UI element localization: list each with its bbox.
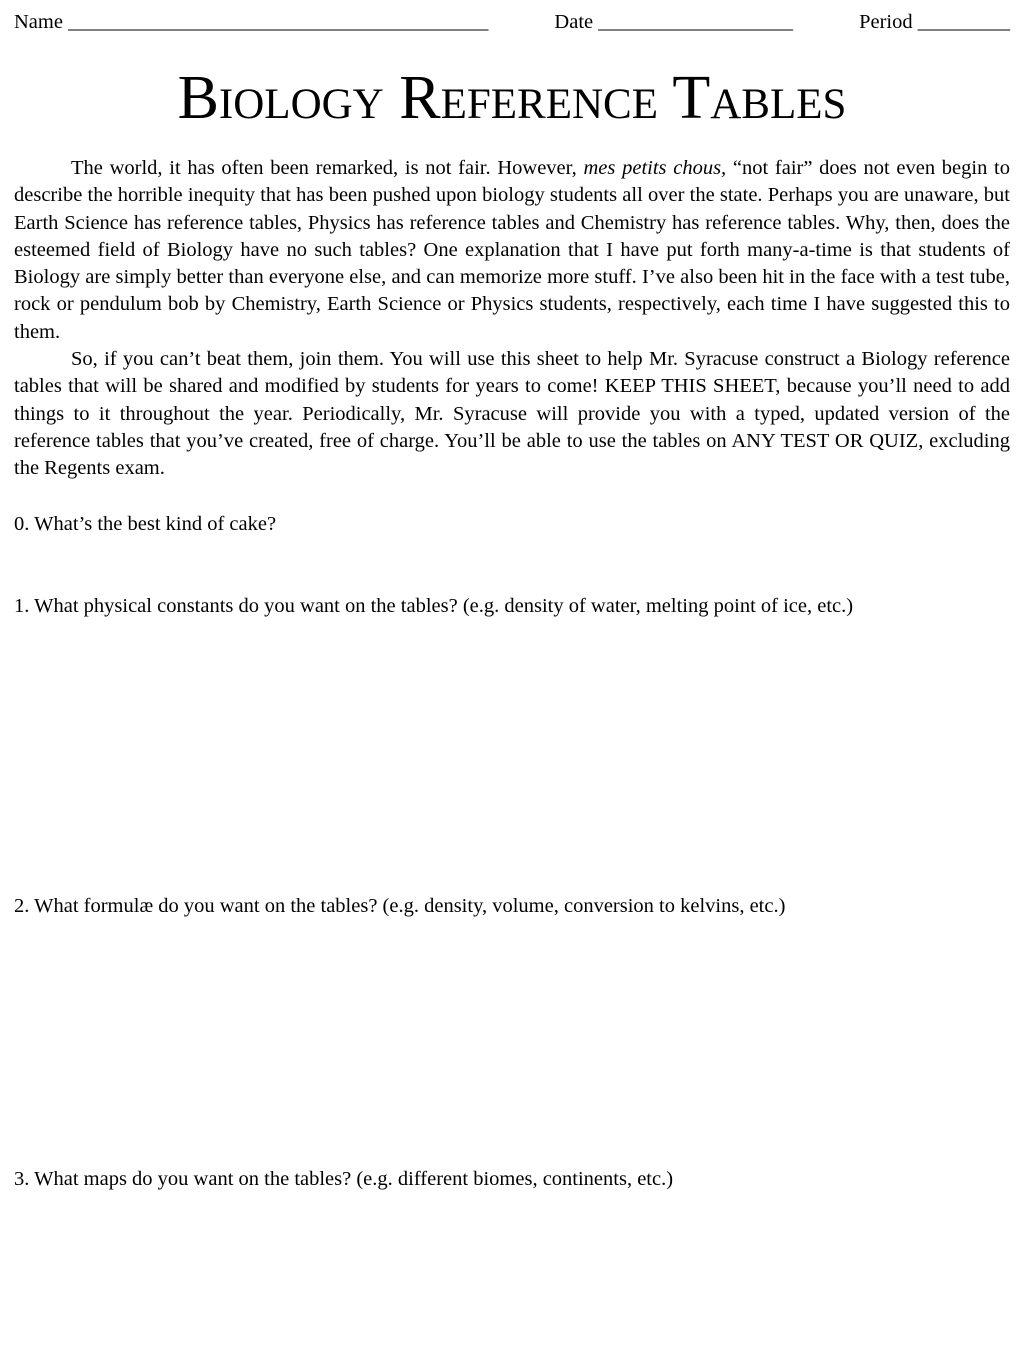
answer-area-2[interactable] bbox=[14, 922, 1010, 1160]
question-1: 1. What physical constants do you want on the tables? (e.g. density of water, melting point of ice, etc.) bbox=[14, 595, 854, 617]
question-0: 0. What’s the best kind of cake? bbox=[14, 513, 277, 535]
intro-text bbox=[14, 155, 1010, 483]
answer-area-1[interactable] bbox=[14, 622, 1010, 887]
page-title: Biology Reference Tables bbox=[177, 64, 847, 132]
intro-paragraph-1-start: The world, it has often been remarked, is not fair. However, bbox=[71, 157, 584, 179]
answer-area-3[interactable] bbox=[14, 1195, 1010, 1355]
period-field[interactable]: Period _________ bbox=[859, 11, 1010, 33]
date-field[interactable]: Date ___________________ bbox=[554, 11, 793, 33]
student-info-header bbox=[14, 8, 1010, 36]
answer-area-0[interactable] bbox=[14, 540, 1010, 590]
intro-paragraph-2: So, if you can’t beat them, join them. You will use this sheet to help Mr. Syracuse construct a Biology reference tables that will be shared and modified by students for years to come! KEEP THIS SHEET, because you’ll need to add things to it throughout the year. Periodically, Mr. Syracuse will provide you with a typed, updated version of the reference tables that you’ve created, free of charge. You’ll be able to use the tables on ANY TEST OR QUIZ, excluding the Regents exam. bbox=[14, 348, 1010, 480]
intro-paragraph-1-end: “not fair” does not even begin to describe the horrible inequity that has been pushed upon biology students all over the state. Perhaps you are unaware, but Earth Science has reference tables, Physics has reference tables and Chemistry has reference tables. Why, then, does the esteemed field of Biology have no such tables? One explanation that I have put forth many-a-time is that students of Biology are simply better than everyone else, and can memorize more stuff. I’ve also been hit in the face with a test tube, rock or pendulum bob by Chemistry, Earth Science or Physics students, respectively, each time I have suggested this to them. bbox=[14, 157, 1010, 343]
name-field[interactable]: Name _________________________________________ bbox=[14, 11, 489, 33]
intro-paragraph-1 bbox=[14, 155, 1010, 346]
question-2: 2. What formulæ do you want on the tables? (e.g. density, volume, conversion to kelvins, etc.) bbox=[14, 895, 786, 917]
intro-paragraph-1-italic: mes petits chous, bbox=[583, 157, 727, 179]
question-3: 3. What maps do you want on the tables? (e.g. different biomes, continents, etc.) bbox=[14, 1168, 674, 1190]
